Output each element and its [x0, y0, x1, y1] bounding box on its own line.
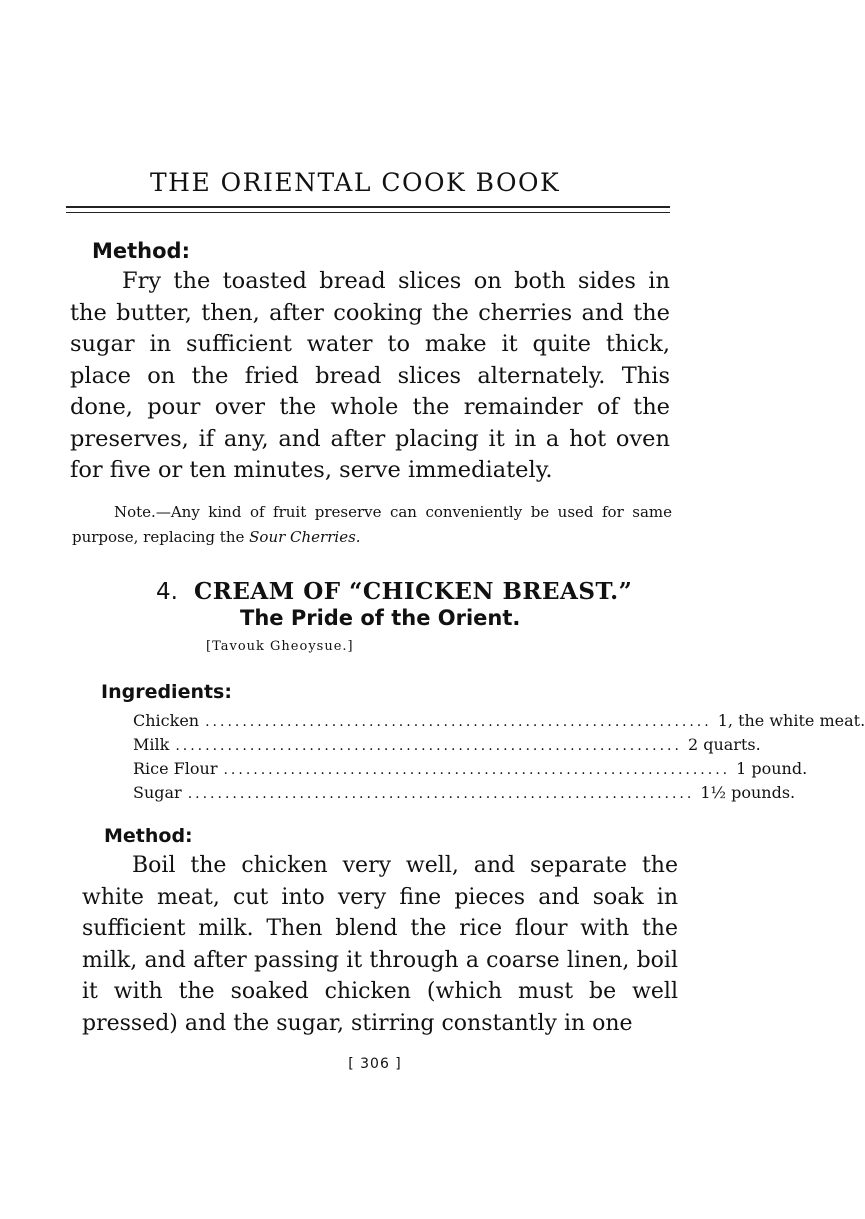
recipe-number: 4. [156, 579, 178, 605]
leader-dots: .................................................................... [187, 786, 695, 802]
ingredient-name: Chicken [133, 711, 200, 730]
ingredient-name: Sugar [133, 783, 182, 802]
running-head: THE ORIENTAL COOK BOOK [150, 168, 561, 197]
note-text: Note.—Any kind of fruit preserve can conveniently be used for same purpose, replacing the [72, 503, 672, 546]
ingredients-list [133, 711, 865, 807]
recipe-method-paragraph: Boil the chicken very well, and separate the white meat, cut into very fine pieces and soak in sufficient milk. Then blend the rice flour with the milk, and after passing it through a coarse linen, boil it with the soaked chicken (which must be well pressed) and the sugar, stirring constantly in one [82, 853, 678, 1036]
recipe-title [156, 578, 676, 605]
ingredient-quantity: 1, the white meat. [717, 711, 865, 730]
recipe-method-heading: Method: [104, 825, 193, 847]
ingredient-quantity: 1½ pounds. [700, 783, 796, 802]
note-italic: Sour Cherries. [249, 528, 361, 546]
leader-dots: .................................................................... [175, 738, 682, 754]
ingredients-heading: Ingredients: [101, 681, 232, 703]
page-number: [ 306 ] [348, 1056, 402, 1072]
ingredient-name: Rice Flour [133, 759, 218, 778]
note-paragraph [72, 500, 672, 550]
ingredient-row [133, 735, 761, 759]
ingredient-quantity: 2 quarts. [687, 735, 761, 754]
header-rule-thick [66, 206, 670, 208]
method-heading: Method: [92, 239, 190, 263]
ingredient-quantity: 1 pound. [736, 759, 808, 778]
recipe-name: CREAM OF “CHICKEN BREAST.” [193, 578, 633, 605]
ingredient-row [133, 759, 808, 783]
ingredient-row [133, 711, 865, 735]
ingredient-name: Milk [133, 735, 170, 754]
recipe-subtitle: The Pride of the Orient. [240, 606, 521, 630]
leader-dots: .................................................................... [223, 762, 731, 778]
method-paragraph: Fry the toasted bread slices on both sides in the butter, then, after cooking the cherries and the sugar in sufficient water to make it quite thick, place on the fried bread slices alternately. This done, pour over the whole the remainder of the preserves, if any, and after placing it in a hot oven for five or ten minutes, serve immediately. [70, 268, 670, 483]
ingredient-row [133, 783, 796, 807]
leader-dots: .................................................................... [205, 714, 712, 730]
recipe-native-name: [Tavouk Gheoysue.] [206, 639, 354, 654]
header-rule-thin [66, 212, 670, 213]
